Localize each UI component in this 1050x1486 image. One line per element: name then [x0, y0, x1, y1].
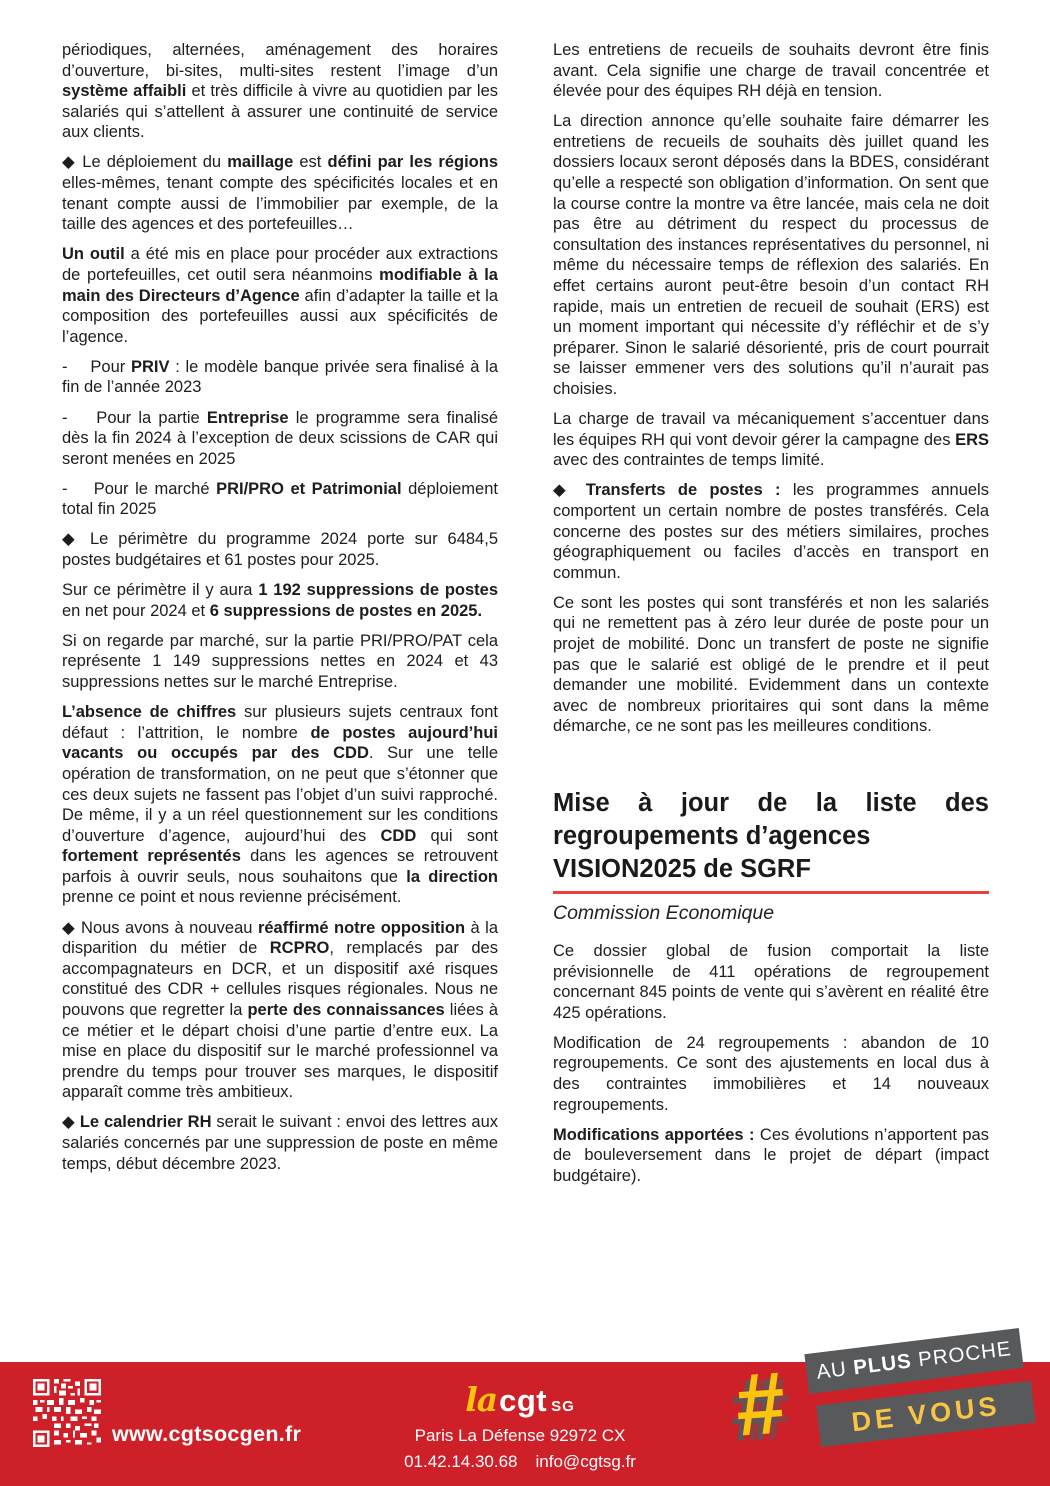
- paragraph: - Pour le marché PRI/PRO et Patrimonial déploiement total fin 2025: [62, 479, 498, 519]
- section-subtitle: Commission Economique: [553, 902, 775, 924]
- paragraph: ◆ Transferts de postes : les programmes annuels comportent un certain nombre de postes transférés. Cela concerne des postes sur des métiers similaires, proches géographiquement ou faciles d’accès en transport en commun.: [553, 481, 989, 582]
- website-link[interactable]: www.cgtsocgen.fr: [112, 1422, 302, 1446]
- paragraph: La charge de travail va mécaniquement s’accentuer dans les équipes RH qui vont devoir gérer la campagne des ERS avec des contraintes de temps limité.: [553, 410, 989, 470]
- paragraph: Sur ce périmètre il y aura 1 192 suppressions de postes en net pour 2024 et 6 suppressions de postes en 2025.: [62, 581, 499, 620]
- logo-sg: SG: [551, 1398, 575, 1415]
- paragraph: ◆ Le déploiement du maillage est défini par les régions elles-mêmes, tenant compte des spécificités locales et en tenant compte aussi de l’immobilier par exemple, de la taille des agences et des portefeuilles…: [62, 153, 498, 234]
- paragraph: ◆ Nous avons à nouveau réaffirmé notre opposition à la disparition du métier de RCPRO, remplacés par des accompagnateurs en DCR, et un dispositif axé risques constitué des CDR + cellules risques régionales. Nous ne pouvons que regretter la perte des connaissances liées à ce métier et le départ choisi d’une partie d’entre eux. La mise en place du dispositif sur le marché professionnel va prendre du temps pour trouver ses marques, le dispositif apparaît comme très ambitieux.: [62, 918, 498, 1102]
- paragraph: Ce dossier global de fusion comportait la liste prévisionnelle de 411 opérations de regroupement concernant 845 points de vente qui s’avèrent en réalité être 425 opérations.: [553, 942, 989, 1022]
- hashtag-icon: #: [732, 1352, 789, 1455]
- phone-number: 01.42.14.30.68: [404, 1452, 518, 1471]
- cgt-logo: [404, 1382, 636, 1425]
- paragraph: - Pour la partie Entreprise le programme sera finalisé dès la fin 2024 à l’exception de deux scissions de CAR qui seront menées en 2025: [62, 408, 498, 468]
- section-header: [553, 787, 989, 925]
- paragraph: périodiques, alternées, aménagement des horaires d’ouverture, bi-sites, multi-sites restent l’image d’un système affaibli et très difficile à vivre au quotidien par les salariés qui s’attellent à assurer une continuité de service aux clients.: [62, 41, 498, 142]
- qr-code-icon: [33, 1379, 101, 1447]
- paragraph: Les entretiens de recueils de souhaits devront être finis avant. Cela signifie une charge de travail concentrée et élevée pour des équipes RH déjà en tension.: [553, 41, 989, 101]
- section-title-line: VISION2025 de SGRF: [553, 855, 811, 883]
- ribbon-de-vous: DE VOUS: [816, 1381, 1035, 1447]
- red-rule: [553, 891, 989, 894]
- paragraph: La direction annonce qu’elle souhaite faire démarrer les entretiens de recueils de souhaits dès juillet quand les dossiers locaux seront déposés dans la BDES, considérant qu’elle a respecté son obligation d’information. On sent que la course contre la montre va être lancée, mais cela ne doit pas être au détriment du respect du processus de consultation des instances représentatives du personnel, ni même du nécessaire temps de réflexion des salariés. En effet certains auront peut-être besoin d’un contact RH rapide, mais un entretien de recueil de souhait (ERS) est un moment important qui nécessite d’y réfléchir et de s’y préparer. Sinon le salarié désorienté, pris de court pourrait se laisser emmener vers des solutions qu’il n’aurait pas choisies.: [553, 112, 989, 398]
- right-column: [553, 40, 989, 1196]
- right-column-bottom: [553, 941, 989, 1187]
- paragraph: Ce sont les postes qui sont transférés et non les salariés qui ne remettent pas à zéro leur durée de poste pour un projet de mobilité. Donc un transfert de poste ne signifie pas que le salarié est obligé de le prendre et il peut demander une mobilité. Evidemment dans un contexte avec de nombreux prioritaires qui sont dans la même démarche, ce ne sont pas les meilleures conditions.: [553, 593, 989, 736]
- address: Paris La Défense 92972 CX: [414, 1426, 626, 1445]
- right-column-top: [553, 40, 989, 737]
- email-link[interactable]: info@cgtsg.fr: [535, 1452, 636, 1471]
- section-title-line: regroupements d’agences: [553, 822, 871, 850]
- paragraph: Modification de 24 regroupements : abandon de 10 regroupements. Ce sont des ajustements en local dus à des contraintes immobilières et 14 nouveaux regroupements.: [553, 1033, 989, 1114]
- paragraph: ◆ Le calendrier RH serait le suivant : envoi des lettres aux salariés concernés par une suppression de poste en même temps, début décembre 2023.: [62, 1113, 499, 1173]
- logo-cgt: cgt: [499, 1383, 548, 1418]
- paragraph: ◆ Le périmètre du programme 2024 porte sur 6484,5 postes budgétaires et 61 postes pour 2025.: [62, 530, 498, 570]
- contact-block: [404, 1382, 636, 1472]
- section-title-line: Mise à jour de la liste des: [553, 789, 989, 817]
- paragraph: L’absence de chiffres sur plusieurs sujets centraux font défaut : l’attrition, le nombre de postes aujourd’hui vacants ou occupés par des CDD. Sur une telle opération de transformation, on ne peut que s’étonner que ces deux sujets ne fassent pas l’objet d’un suivi rapproché. De même, il y a un réel questionnement sur les conditions d’ouverture d’agence, aujourd’hui des CDD qui sont fortement représentés dans les agences se retrouvent parfois à ouvrir seuls, nous souhaitons que la direction prenne ce point et nous revienne précisément.: [62, 703, 499, 907]
- paragraph: - Pour PRIV : le modèle banque privée sera finalisé à la fin de l’année 2023: [62, 357, 498, 397]
- phone-email-line: [404, 1452, 636, 1472]
- paragraph: Un outil a été mis en place pour procéder aux extractions de portefeuilles, cet outil sera néanmoins modifiable à la main des Directeurs d’Agence afin d’adapter la taille et la composition des portefeuilles aussi aux spécificités de l’agence.: [62, 245, 498, 346]
- logo-la: la: [465, 1380, 498, 1419]
- footer-banner: [0, 1337, 1050, 1486]
- paragraph: Modifications apportées : Ces évolutions n’apportent pas de bouleversement dans le projet de départ (impact budgétaire).: [553, 1125, 989, 1185]
- ribbon-au-plus-proche: AU PLUS PROCHE: [804, 1328, 1023, 1394]
- left-column: [62, 40, 498, 1184]
- paragraph: Si on regarde par marché, sur la partie PRI/PRO/PAT cela représente 1 149 suppressions nettes en 2024 et 43 suppressions nettes sur le marché Entreprise.: [62, 631, 498, 692]
- section-title: [553, 787, 989, 886]
